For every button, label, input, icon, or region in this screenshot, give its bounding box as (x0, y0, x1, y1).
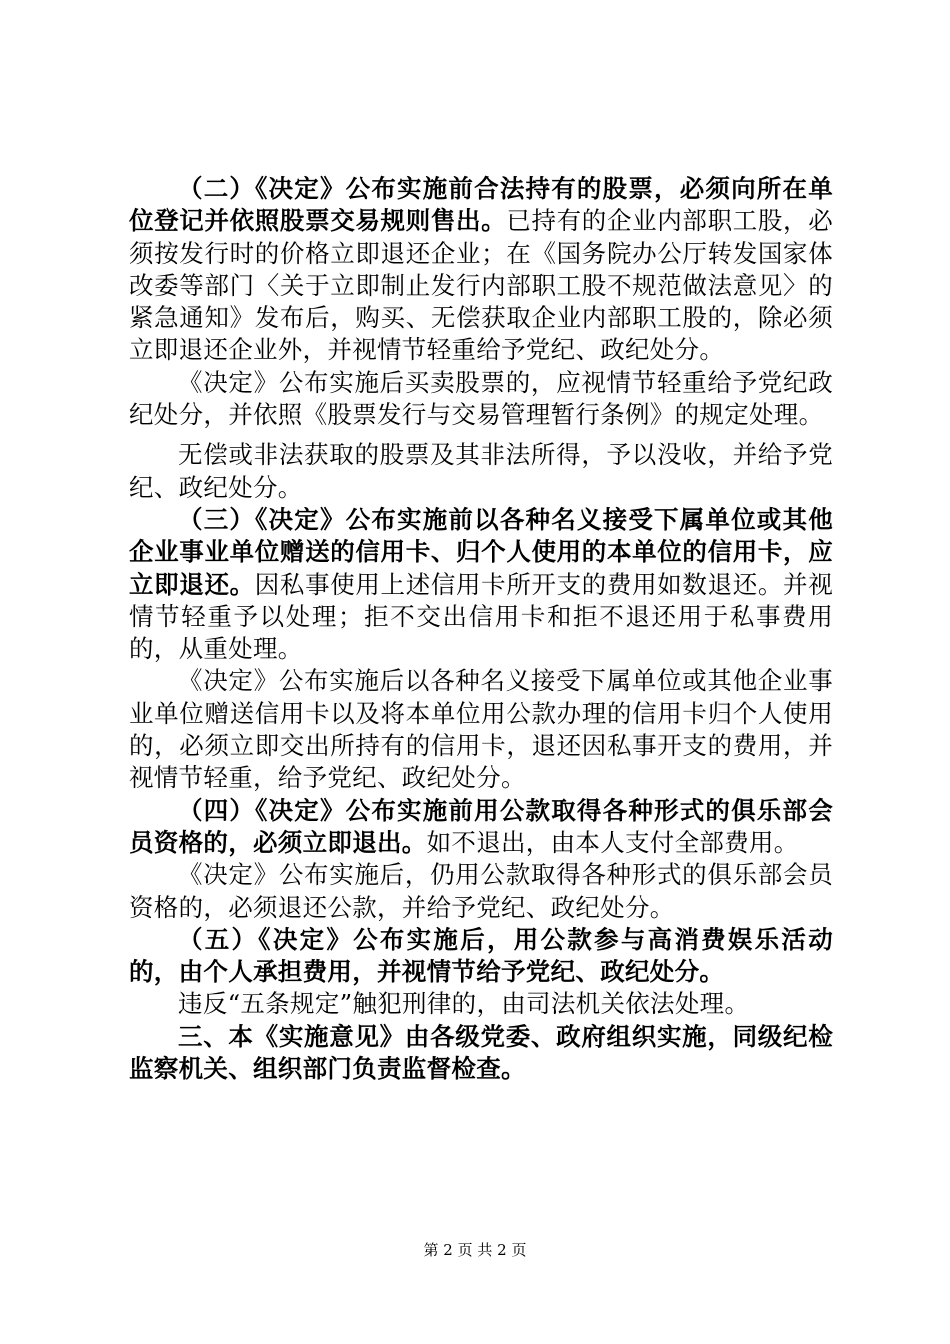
paragraph-2-after (129, 367, 833, 432)
paragraph-criminal-text: 违反“五条规定”触犯刑律的，由司法机关依法处理。 (178, 989, 750, 1019)
paragraph-2-bold: （二）《决定》公布实施前合法持有的股票，必须向所在单位登记并依照股票交易规则售出。 (129, 174, 833, 236)
paragraph-4-text: 如不退出，由本人支付全部费用。 (426, 827, 799, 857)
paragraph-2-after-text: 《决定》公布实施后买卖股票的，应视情节轻重给予党纪政纪处分，并依照《股票发行与交易管理暂行条例》的规定处理。 (129, 367, 833, 430)
paragraph-criminal (129, 988, 833, 1020)
paragraph-2-confiscation (129, 439, 833, 504)
document-body (129, 173, 833, 1085)
paragraph-2 (129, 173, 833, 367)
paragraph-5-bold: （五）《决定》公布实施后，用公款参与高消费娱乐活动的，由个人承担费用，并视情节给予党纪、政纪处分。 (129, 924, 833, 987)
paragraph-3 (129, 504, 833, 665)
paragraph-5 (129, 924, 833, 989)
paragraph-3-bold: （三）《决定》公布实施前以各种名义接受下属单位或其他企业事业单位赠送的信用卡、归个人使用的本单位的信用卡，应立即退还。 (129, 504, 833, 599)
paragraph-3-text: 因私事使用上述信用卡所开支的费用如数退还。并视情节轻重予以处理；拒不交出信用卡和拒不退还用于私事费用的，从重处理。 (129, 569, 833, 664)
paragraph-4 (129, 795, 833, 860)
paragraph-4-after (129, 859, 833, 924)
paragraph-2-confiscation-text: 无偿或非法获取的股票及其非法所得，予以没收，并给予党纪、政纪处分。 (129, 440, 833, 502)
paragraph-4-after-text: 《决定》公布实施后，仍用公款取得各种形式的俱乐部会员资格的，必须退还公款，并给予党纪、政纪处分。 (129, 860, 833, 922)
paragraph-3-after-text: 《决定》公布实施后以各种名义接受下属单位或其他企业事业单位赠送信用卡以及将本单位用公款办理的信用卡归个人使用的，必须立即交出所持有的信用卡，退还因私事开支的费用，并视情节轻重，给予党纪、政纪处分。 (129, 666, 833, 793)
paragraph-4-bold: （四）《决定》公布实施前用公款取得各种形式的俱乐部会员资格的，必须立即退出。 (129, 795, 833, 857)
page-number-footer: 第 2 页 共 2 页 (423, 1241, 527, 1259)
paragraph-3-after (129, 665, 833, 794)
paragraph-implementation-bold: 三、本《实施意见》由各级党委、政府组织实施，同级纪检监察机关、组织部门负责监督检查。 (129, 1021, 833, 1084)
paragraph-2-text: 已持有的企业内部职工股，必须按发行时的价格立即退还企业；在《国务院办公厅转发国家体改委等部门〈关于立即制止发行内部职工股不规范做法意见〉的紧急通知》发布后，购买、无偿获取企业内部职工股的，除必须立即退还企业外，并视情节轻重给予党纪、政纪处分。 (129, 206, 833, 365)
paragraph-implementation (129, 1021, 833, 1086)
